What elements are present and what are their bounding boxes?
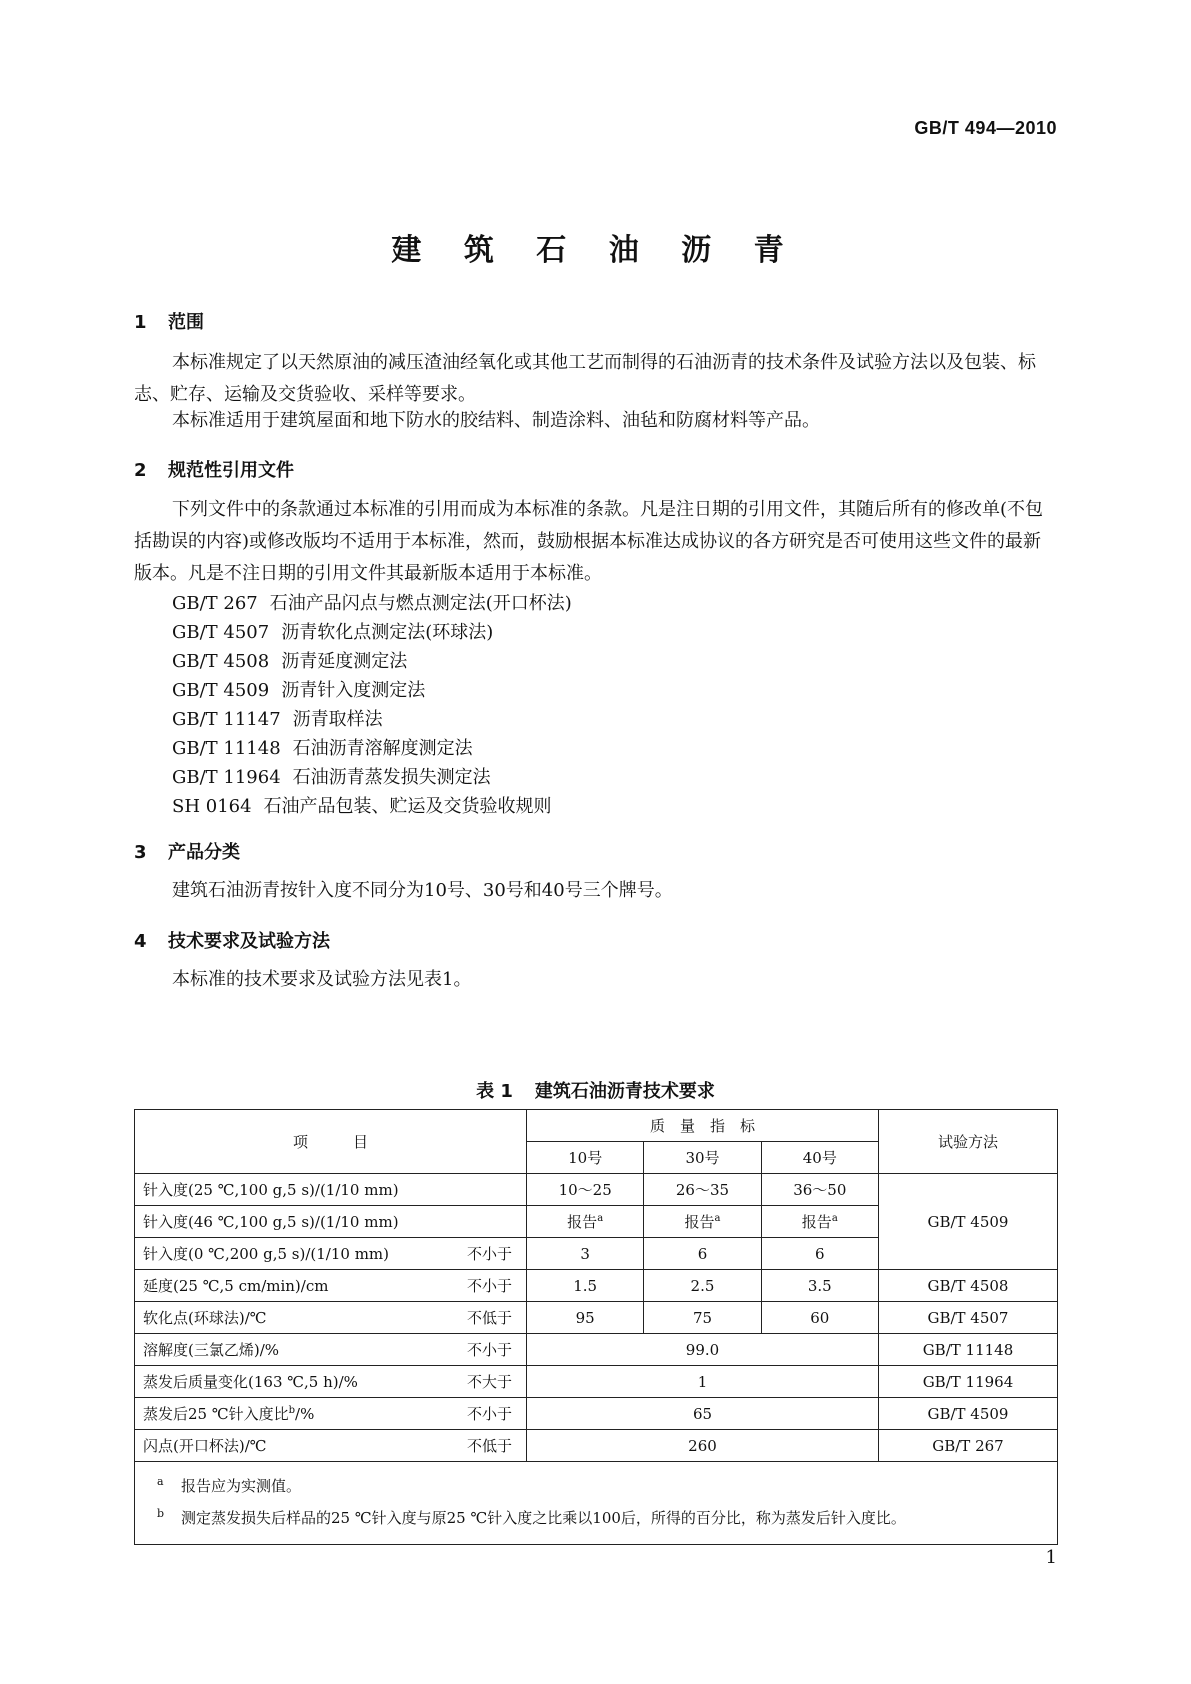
paragraph-references: 下列文件中的条款通过本标准的引用而成为本标准的条款。凡是注日期的引用文件，其随后所有的修改单(不包括勘误的内容)或修改版均不适用于本标准，然而，鼓励根据本标准达成协议的各方研究是否可使用这些文件的最新版本。凡是不注日期的引用文件其最新版本适用于本标准。 xyxy=(134,499,1044,584)
header-grade: 30号 xyxy=(644,1142,761,1174)
row-limit: 不小于 xyxy=(444,1270,526,1302)
table-row xyxy=(135,1334,1058,1366)
table-row xyxy=(135,1302,1058,1334)
row-limit: 不低于 xyxy=(444,1302,526,1334)
note-mark: a xyxy=(157,1475,164,1488)
note-text: 测定蒸发损失后样品的25 ℃针入度与原25 ℃针入度之比乘以100后，所得的百分比，称为蒸发后针入度比。 xyxy=(181,1509,906,1527)
reference-item xyxy=(172,589,572,615)
row-value: 2.5 xyxy=(644,1270,761,1302)
row-method: GB/T 11964 xyxy=(878,1366,1057,1398)
section-number: 1 xyxy=(134,312,147,333)
reference-title: 沥青取样法 xyxy=(292,709,383,730)
row-value: 1 xyxy=(527,1366,879,1398)
reference-title: 石油产品包装、贮运及交货验收规则 xyxy=(263,796,552,817)
footnote-marker: b xyxy=(288,1405,296,1416)
document-title: 建 筑 石 油 沥 青 xyxy=(391,233,800,268)
row-value: 1.5 xyxy=(527,1270,644,1302)
table-notes-row xyxy=(135,1462,1058,1545)
row-item xyxy=(135,1398,445,1430)
row-method: GB/T 4509 xyxy=(878,1398,1057,1430)
section-title: 规范性引用文件 xyxy=(168,460,294,481)
reference-code: GB/T 267 xyxy=(172,593,258,614)
row-value: 6 xyxy=(761,1238,878,1270)
section-title: 产品分类 xyxy=(168,842,240,863)
row-limit: 不大于 xyxy=(444,1366,526,1398)
row-method: GB/T 4507 xyxy=(878,1302,1057,1334)
reference-title: 石油沥青溶解度测定法 xyxy=(292,738,473,759)
row-item: 针入度(25 ℃,100 g,5 s)/(1/10 mm) xyxy=(135,1174,445,1206)
reference-title: 沥青针入度测定法 xyxy=(281,680,426,701)
item-unit: /% xyxy=(295,1405,315,1423)
row-value xyxy=(761,1206,878,1238)
row-limit xyxy=(444,1174,526,1206)
value-text: 报告 xyxy=(801,1213,832,1231)
table-row xyxy=(135,1398,1058,1430)
section-heading-4 xyxy=(134,927,330,953)
table-notes xyxy=(135,1462,1058,1545)
row-item: 蒸发后质量变化(163 ℃,5 h)/% xyxy=(135,1366,445,1398)
section-number: 3 xyxy=(134,842,147,863)
row-limit: 不小于 xyxy=(444,1398,526,1430)
header-quality: 质 量 指 标 xyxy=(527,1110,879,1142)
row-value: 6 xyxy=(644,1238,761,1270)
section-number: 2 xyxy=(134,460,147,481)
value-text: 报告 xyxy=(567,1213,598,1231)
table-row xyxy=(135,1174,1058,1206)
row-limit xyxy=(444,1206,526,1238)
paragraph-scope-2: 本标准适用于建筑屋面和地下防水的胶结料、制造涂料、油毡和防腐材料等产品。 xyxy=(172,410,820,431)
row-limit: 不小于 xyxy=(444,1238,526,1270)
row-limit: 不低于 xyxy=(444,1430,526,1462)
reference-code: GB/T 11964 xyxy=(172,767,281,788)
table-header-row xyxy=(135,1110,1058,1142)
row-method: GB/T 4508 xyxy=(878,1270,1057,1302)
reference-title: 石油沥青蒸发损失测定法 xyxy=(292,767,491,788)
row-value: 10～25 xyxy=(527,1174,644,1206)
row-value: 99.0 xyxy=(527,1334,879,1366)
row-item: 溶解度(三氯乙烯)/% xyxy=(135,1334,445,1366)
row-method: GB/T 4509 xyxy=(878,1174,1057,1270)
section-heading-1 xyxy=(134,308,204,334)
page-number: 1 xyxy=(1045,1547,1057,1568)
table-caption xyxy=(0,1077,1191,1103)
row-item: 闪点(开口杯法)/℃ xyxy=(135,1430,445,1462)
note-text: 报告应为实测值。 xyxy=(181,1477,302,1495)
reference-title: 石油产品闪点与燃点测定法(开口杯法) xyxy=(269,593,572,614)
section-heading-3 xyxy=(134,838,240,864)
reference-code: GB/T 4508 xyxy=(172,651,270,672)
value-text: 报告 xyxy=(684,1213,715,1231)
row-item: 针入度(0 ℃,200 g,5 s)/(1/10 mm) xyxy=(135,1238,445,1270)
reference-code: GB/T 11147 xyxy=(172,709,281,730)
header-method: 试验方法 xyxy=(878,1110,1057,1174)
paragraph-scope-1: 本标准规定了以天然原油的减压渣油经氧化或其他工艺而制得的石油沥青的技术条件及试验方法以及包装、标志、贮存、运输及交货验收、采样等要求。 xyxy=(134,352,1036,405)
reference-title: 沥青软化点测定法(环球法) xyxy=(281,622,494,643)
row-value: 3.5 xyxy=(761,1270,878,1302)
reference-code: GB/T 11148 xyxy=(172,738,281,759)
reference-item xyxy=(172,618,493,644)
paragraph-classification: 建筑石油沥青按针入度不同分为10号、30号和40号三个牌号。 xyxy=(172,880,673,901)
row-item: 软化点(环球法)/℃ xyxy=(135,1302,445,1334)
row-method: GB/T 11148 xyxy=(878,1334,1057,1366)
reference-code: GB/T 4507 xyxy=(172,622,270,643)
row-method: GB/T 267 xyxy=(878,1430,1057,1462)
header-grade: 40号 xyxy=(761,1142,878,1174)
table-title: 建筑石油沥青技术要求 xyxy=(534,1081,715,1102)
table-note xyxy=(157,1502,1045,1534)
row-value: 65 xyxy=(527,1398,879,1430)
row-value: 36～50 xyxy=(761,1174,878,1206)
spec-table xyxy=(134,1109,1058,1545)
item-text: 蒸发后25 ℃针入度比 xyxy=(143,1405,289,1423)
section-title: 技术要求及试验方法 xyxy=(168,931,330,952)
footnote-marker: a xyxy=(597,1213,604,1224)
standard-code: GB/T 494—2010 xyxy=(914,118,1057,138)
table-note xyxy=(157,1470,1045,1502)
row-limit: 不小于 xyxy=(444,1334,526,1366)
reference-item xyxy=(172,792,552,818)
footnote-marker: a xyxy=(714,1213,721,1224)
row-value: 26～35 xyxy=(644,1174,761,1206)
reference-item xyxy=(172,734,473,760)
row-item: 针入度(46 ℃,100 g,5 s)/(1/10 mm) xyxy=(135,1206,445,1238)
note-mark: b xyxy=(157,1507,165,1520)
table-label: 表 1 xyxy=(476,1081,513,1102)
table-row xyxy=(135,1430,1058,1462)
table-row xyxy=(135,1270,1058,1302)
table-row xyxy=(135,1366,1058,1398)
paragraph-requirements: 本标准的技术要求及试验方法见表1。 xyxy=(172,969,472,990)
reference-item xyxy=(172,763,491,789)
reference-item xyxy=(172,676,425,702)
header-item: 项 目 xyxy=(135,1110,527,1174)
header-grade: 10号 xyxy=(527,1142,644,1174)
reference-code: SH 0164 xyxy=(172,796,252,817)
reference-item xyxy=(172,705,383,731)
section-title: 范围 xyxy=(168,312,204,333)
row-value xyxy=(644,1206,761,1238)
reference-code: GB/T 4509 xyxy=(172,680,270,701)
reference-item xyxy=(172,647,407,673)
row-value: 75 xyxy=(644,1302,761,1334)
reference-title: 沥青延度测定法 xyxy=(281,651,408,672)
row-value xyxy=(527,1206,644,1238)
footnote-marker: a xyxy=(831,1213,838,1224)
row-value: 260 xyxy=(527,1430,879,1462)
section-number: 4 xyxy=(134,931,147,952)
row-value: 3 xyxy=(527,1238,644,1270)
row-value: 60 xyxy=(761,1302,878,1334)
row-value: 95 xyxy=(527,1302,644,1334)
section-heading-2 xyxy=(134,456,294,482)
row-item: 延度(25 ℃,5 cm/min)/cm xyxy=(135,1270,445,1302)
